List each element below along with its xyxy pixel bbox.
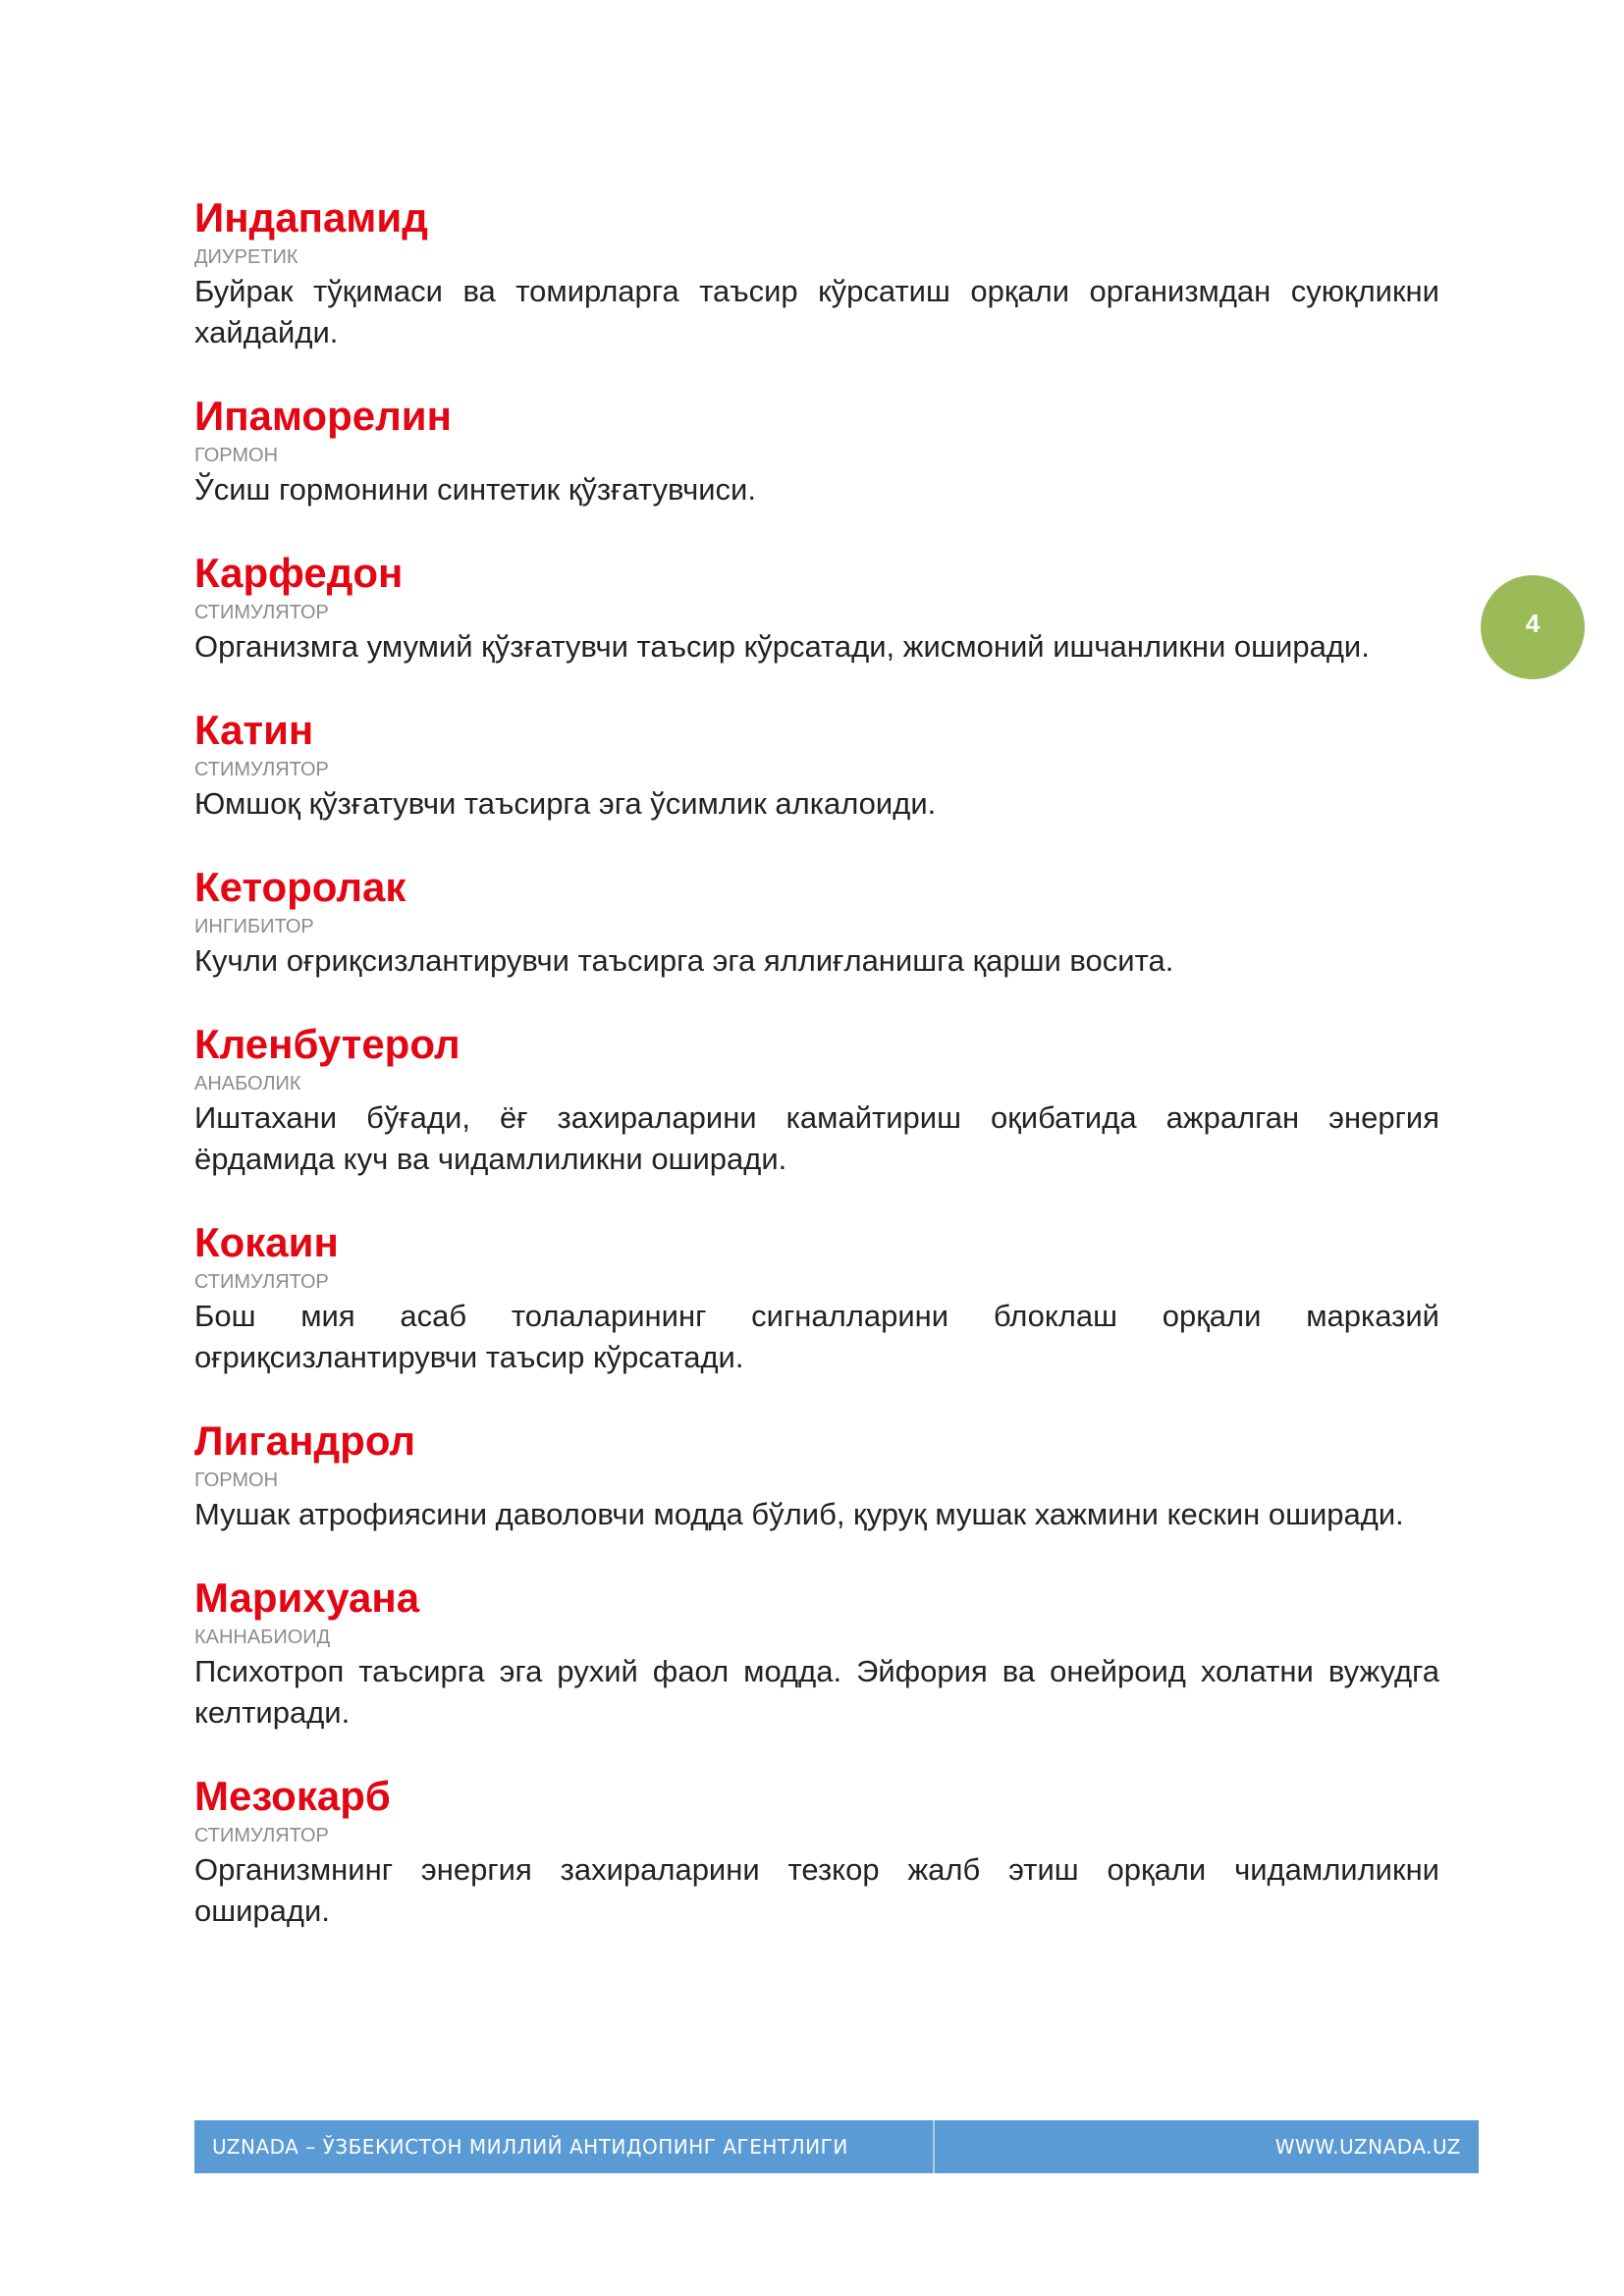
entry-category: СТИМУЛЯТОР — [194, 1825, 329, 1846]
entry — [194, 1019, 1439, 1180]
entry-description: Психотроп таъсирга эга рухий фаол модда. Эйфория ва онейроид холатни вужудга келтиради. — [194, 1654, 1439, 1730]
entry-title: Мезокарб — [194, 1773, 391, 1819]
entry — [194, 862, 1439, 982]
entry-description: Организмга умумий қўзғатувчи таъсир кўрсатади, жисмоний ишчанликни оширади. — [194, 629, 1370, 664]
entry-category: СТИМУЛЯТОР — [194, 602, 329, 623]
entry-description: Кучли оғриқсизлантирувчи таъсирга эга яллиғланишга қарши восита. — [194, 943, 1174, 978]
page-footer — [194, 2120, 1479, 2173]
entry-description: Мушак атрофиясини даволовчи модда бўлиб, қуруқ мушак хажмини кескин оширади. — [194, 1497, 1404, 1531]
entry-title: Кленбутерол — [194, 1021, 460, 1067]
entry-title: Марихуана — [194, 1575, 420, 1621]
entry-title: Катин — [194, 707, 314, 753]
entry — [194, 391, 1439, 510]
entry-description: Юмшоқ қўзғатувчи таъсирга эга ўсимлик алкалоиди. — [194, 786, 937, 821]
entry-description: Бош мия асаб толаларининг сигналларини блоклаш орқали марказий оғриқсизлантирувчи таъсир кўрсатади. — [194, 1299, 1439, 1374]
entry-category: ГОРМОН — [194, 1469, 279, 1491]
footer-organization: UZNADA – ЎЗБЕКИСТОН МИЛЛИЙ АНТИДОПИНГ АГЕНТЛИГИ — [212, 2135, 848, 2159]
entry-title: Карфедон — [194, 550, 404, 596]
entry-title: Ипаморелин — [194, 393, 452, 439]
entry — [194, 548, 1439, 667]
footer-divider — [933, 2120, 935, 2173]
entry-list — [194, 192, 1439, 1969]
entry — [194, 1415, 1439, 1535]
entry-category: ГОРМОН — [194, 445, 279, 466]
entry — [194, 1217, 1439, 1378]
entry-description: Иштахани бўғади, ёғ захираларини камайтириш оқибатида ажралган энергия ёрдамида куч ва чидамлиликни оширади. — [194, 1100, 1439, 1176]
entry-description: Буйрак тўқимаси ва томирларга таъсир кўрсатиш орқали организмдан суюқликни хайдайди. — [194, 274, 1439, 349]
entry-category: ИНГИБИТОР — [194, 916, 314, 937]
footer-website-link[interactable]: WWW.UZNADA.UZ — [1274, 2135, 1461, 2159]
entry-title: Кокаин — [194, 1219, 339, 1265]
entry — [194, 192, 1439, 353]
entry-category: КАННАБИОИД — [194, 1627, 331, 1648]
page-number-badge: 4 — [1481, 575, 1585, 679]
entry-description: Организмнинг энергия захираларини тезкор жалб этиш орқали чидамлиликни оширади. — [194, 1852, 1439, 1928]
entry-description: Ўсиш гормонини синтетик қўзғатувчиси. — [194, 472, 756, 507]
entry-category: СТИМУЛЯТОР — [194, 759, 329, 780]
entry — [194, 705, 1439, 825]
entry-title: Лигандрол — [194, 1417, 416, 1464]
entry — [194, 1573, 1439, 1734]
entry — [194, 1771, 1439, 1932]
entry-category: СТИМУЛЯТОР — [194, 1271, 329, 1293]
entry-category: АНАБОЛИК — [194, 1073, 301, 1095]
entry-title: Кеторолак — [194, 864, 406, 910]
entry-title: Индапамид — [194, 194, 428, 240]
entry-category: ДИУРЕТИК — [194, 246, 298, 268]
